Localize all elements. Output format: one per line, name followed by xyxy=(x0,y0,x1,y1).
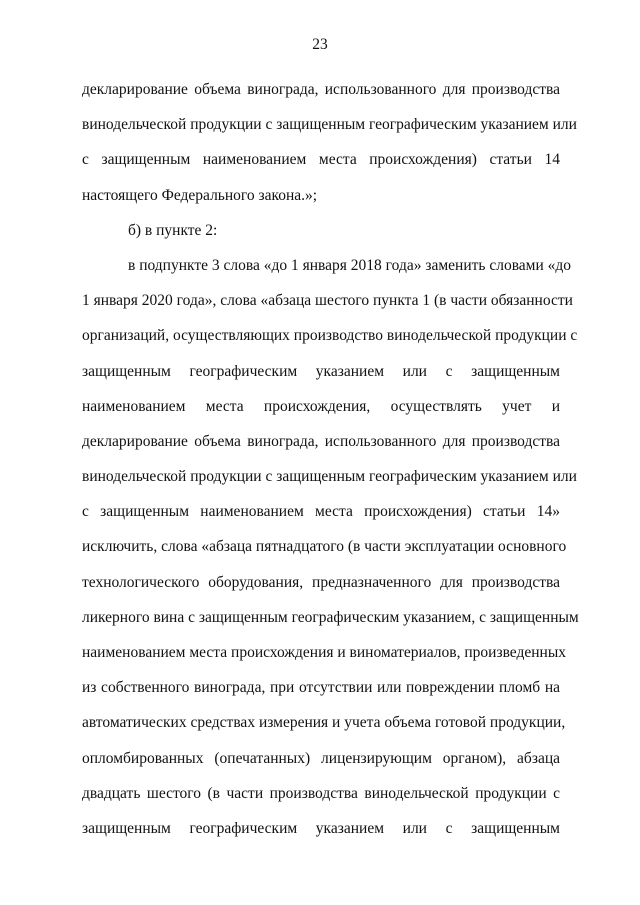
text-line: декларирование объема винограда, использованного для производства xyxy=(82,81,560,98)
text-line: наименованием места происхождения, осуществлять учет и xyxy=(82,397,560,415)
text-line: исключить, слова «абзаца пятнадцатого (в части эксплуатации основного xyxy=(82,538,567,556)
text-line: декларирование объема винограда, использованного для производства xyxy=(82,432,560,450)
text-line: ликерного вина с защищенным географическим указанием, с защищенным xyxy=(82,608,579,626)
text-line: б) в пункте 2: xyxy=(128,221,218,239)
page-number: 23 xyxy=(312,36,328,53)
document-body xyxy=(82,72,579,846)
text-line: двадцать шестого (в части производства винодельческой продукции с xyxy=(82,784,560,802)
text-line: 1 января 2020 года», слова «абзаца шестого пункта 1 (в части обязанности xyxy=(82,292,573,310)
text-line: организаций, осуществляющих производство винодельческой продукции с xyxy=(82,327,578,345)
text-line: в подпункте 3 слова «до 1 января 2018 года» заменить словами «до xyxy=(128,256,572,274)
text-line: с защищенным наименованием места происхождения) статьи 14 xyxy=(82,151,560,169)
text-line: автоматических средствах измерения и учета объема готовой продукции, xyxy=(82,714,566,732)
text-line: винодельческой продукции с защищенным географическим указанием или xyxy=(82,116,577,134)
text-line: настоящего Федерального закона.»; xyxy=(82,186,318,204)
text-line: защищенным географическим указанием или с защищенным xyxy=(82,362,560,380)
text-line: наименованием места происхождения и виноматериалов, произведенных xyxy=(82,644,566,661)
text-line: опломбированных (опечатанных) лицензирующим органом), абзаца xyxy=(82,749,560,767)
text-line: из собственного винограда, при отсутствии или повреждении пломб на xyxy=(82,679,560,697)
text-line: с защищенным наименованием места происхождения) статьи 14» xyxy=(82,503,560,521)
text-line: технологического оборудования, предназначенного для производства xyxy=(82,573,560,591)
text-line: защищенным географическим указанием или с защищенным xyxy=(82,819,560,837)
text-line: винодельческой продукции с защищенным географическим указанием или xyxy=(82,468,577,486)
